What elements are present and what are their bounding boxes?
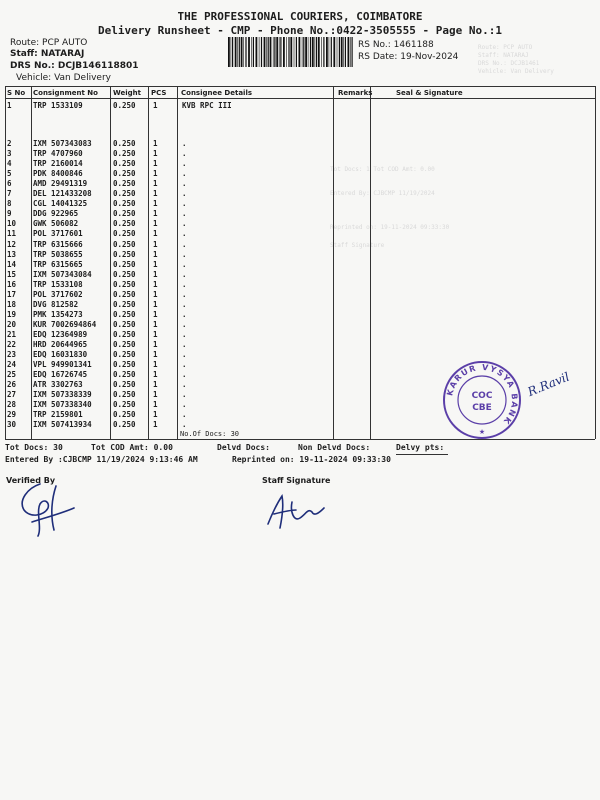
table-cell-cons: TRP 4707960 — [33, 149, 83, 159]
reprinted-on: Reprinted on: 19-11-2024 09:33:30 — [232, 455, 391, 464]
non-delvd-docs: Non Delvd Docs: — [298, 443, 371, 452]
table-cell-weight: 0.250 — [113, 340, 136, 349]
tot-cod-amt: Tot COD Amt: 0.00 — [91, 443, 173, 452]
table-cell-cons: EDQ 16031830 — [33, 350, 88, 360]
table-cell-sno: 27 — [7, 390, 17, 400]
table-cell-cons: TRP 2159801 — [33, 410, 83, 420]
table-cell-sno: 16 — [7, 279, 17, 289]
no-of-docs: No.Of Docs: 30 — [180, 430, 240, 438]
table-cell-pcs: 1 — [153, 249, 158, 259]
table-cell-weight: 0.250 — [113, 400, 136, 410]
table-cell-cons: DVG 812582 — [33, 299, 79, 309]
stamp-center-top: COC — [471, 391, 493, 401]
table-cell-cons: HRD 20644965 — [33, 340, 88, 349]
table-cell-details: . — [182, 239, 187, 249]
table-cell-weight: 0.250 — [113, 189, 136, 199]
table-cell-weight: 0.250 — [113, 309, 136, 319]
table-cell-cons: POL 3717602 — [33, 289, 83, 299]
table-cell-pcs: 1 — [153, 209, 158, 219]
table-cell-cons: IXM 507338339 — [33, 390, 92, 400]
table-cell-pcs: 1 — [153, 169, 158, 179]
company-title: THE PROFESSIONAL COURIERS, COIMBATORE — [177, 10, 423, 23]
table-cell-pcs: 1 — [153, 229, 158, 239]
delvd-docs: Delvd Docs: — [217, 443, 270, 452]
table-cell-cons: POL 3717601 — [33, 229, 83, 239]
verifier-signature — [10, 478, 90, 540]
table-cell-weight: 0.250 — [113, 350, 136, 360]
table-cell-weight: 0.250 — [113, 370, 136, 380]
table-cell-pcs: 1 — [153, 139, 158, 148]
col-header-pcs: PCS — [151, 89, 167, 97]
table-cell-details: . — [182, 319, 187, 329]
table-cell-sno: 4 — [7, 159, 12, 169]
table-cell-cons: IXM 507338340 — [33, 400, 92, 410]
table-cell-sno: 15 — [7, 269, 17, 279]
table-cell-cons: TRP 1533109 — [33, 101, 83, 110]
barcode-image — [228, 37, 353, 67]
table-cell-details: . — [182, 139, 187, 148]
table-cell-sno: 25 — [7, 370, 17, 380]
table-cell-pcs: 1 — [153, 370, 158, 380]
table-cell-cons: AMD 29491319 — [33, 179, 88, 189]
staff-signature — [262, 488, 332, 534]
table-cell-weight: 0.250 — [113, 209, 136, 219]
table-cell-details: . — [182, 329, 187, 339]
table-cell-pcs: 1 — [153, 329, 158, 339]
verified-by-label: Verified By — [6, 476, 56, 485]
table-cell-pcs: 1 — [153, 279, 158, 289]
table-cell-pcs: 1 — [153, 299, 158, 309]
table-cell-weight: 0.250 — [113, 219, 136, 229]
table-cell-details: . — [182, 350, 187, 360]
table-cell-cons: PDK 8400846 — [33, 169, 83, 179]
table-cell-sno: 18 — [7, 299, 17, 309]
table-cell-details: . — [182, 259, 187, 269]
table-cell-pcs: 1 — [153, 340, 158, 349]
table-cell-sno: 8 — [7, 199, 12, 209]
runsheet-title: Delivery Runsheet - CMP - Phone No.:0422-3505555 - Page No.:1 — [98, 24, 502, 37]
rs-number: RS No.: 1461188 — [358, 40, 434, 50]
table-cell-pcs: 1 — [153, 149, 158, 159]
table-cell-pcs: 1 — [153, 289, 158, 299]
table-cell-sno: 6 — [7, 179, 12, 189]
table-cell-details: . — [182, 249, 187, 259]
col-header-remarks: Remarks — [338, 89, 373, 97]
table-cell-pcs: 1 — [153, 350, 158, 360]
table-cell-weight: 0.250 — [113, 199, 136, 209]
table-cell-cons: DDG 922965 — [33, 209, 79, 219]
table-cell-cons: EDQ 12364989 — [33, 329, 88, 339]
table-cell-pcs: 1 — [153, 269, 158, 279]
table-cell-details: . — [182, 189, 187, 199]
table-cell-weight: 0.250 — [113, 239, 136, 249]
table-cell-details: . — [182, 410, 187, 420]
table-cell-pcs: 1 — [153, 380, 158, 390]
table-cell-pcs: 1 — [153, 219, 158, 229]
table-cell-pcs: 1 — [153, 360, 158, 370]
table-cell-details: . — [182, 169, 187, 179]
table-cell-cons: GWK 506082 — [33, 219, 79, 229]
staff-signature-label: Staff Signature — [262, 476, 331, 485]
table-cell-weight: 0.250 — [113, 299, 136, 309]
table-cell-cons: IXM 507343084 — [33, 269, 92, 279]
table-cell-pcs: 1 — [153, 410, 158, 420]
table-cell-cons: TRP 6315665 — [33, 259, 83, 269]
stamp-center-bottom: CBE — [472, 403, 492, 413]
table-cell-weight: 0.250 — [113, 289, 136, 299]
table-cell-pcs: 1 — [153, 390, 158, 400]
table-cell-details: . — [182, 279, 187, 289]
table-cell-details: . — [182, 289, 187, 299]
table-cell-pcs: 1 — [153, 319, 158, 329]
table-cell-weight: 0.250 — [113, 229, 136, 239]
table-cell-sno: 2 — [7, 139, 12, 148]
table-cell-details: . — [182, 380, 187, 390]
table-cell-weight: 0.250 — [113, 139, 136, 148]
table-cell-sno: 24 — [7, 360, 17, 370]
star-icon: ★ — [478, 428, 486, 436]
table-cell-sno: 10 — [7, 219, 17, 229]
table-cell-cons: TRP 1533108 — [33, 279, 83, 289]
route-label: Route: PCP AUTO — [10, 38, 88, 48]
table-cell-cons: ATR 3302763 — [33, 380, 83, 390]
table-cell-pcs: 1 — [153, 309, 158, 319]
col-header-consignment: Consignment No — [33, 89, 98, 97]
table-cell-weight: 0.250 — [113, 259, 136, 269]
table-cell-cons: TRP 2160014 — [33, 159, 83, 169]
table-cell-details: KVB RPC III — [182, 101, 232, 110]
table-cell-pcs: 1 — [153, 199, 158, 209]
vehicle-label: Vehicle: Van Delivery — [16, 73, 111, 83]
table-cell-details: . — [182, 309, 187, 319]
table-cell-details: . — [182, 269, 187, 279]
drs-number: DRS No.: DCJB146118801 — [10, 61, 139, 71]
table-cell-pcs: 1 — [153, 179, 158, 189]
table-cell-details: . — [182, 420, 187, 430]
table-cell-weight: 0.250 — [113, 101, 136, 110]
table-cell-details: . — [182, 219, 187, 229]
table-cell-details: . — [182, 370, 187, 380]
table-cell-weight: 0.250 — [113, 329, 136, 339]
table-cell-weight: 0.250 — [113, 149, 136, 159]
table-cell-weight: 0.250 — [113, 319, 136, 329]
table-cell-weight: 0.250 — [113, 279, 136, 289]
table-cell-details: . — [182, 229, 187, 239]
table-cell-details: . — [182, 199, 187, 209]
table-cell-weight: 0.250 — [113, 169, 136, 179]
table-cell-details: . — [182, 360, 187, 370]
col-header-consignee: Consignee Details — [181, 89, 253, 97]
table-cell-cons: VPL 949901341 — [33, 360, 92, 370]
table-cell-sno: 17 — [7, 289, 17, 299]
table-cell-cons: DEL 121433208 — [33, 189, 92, 199]
table-cell-weight: 0.250 — [113, 380, 136, 390]
table-cell-cons: EDQ 16726745 — [33, 370, 88, 380]
table-cell-pcs: 1 — [153, 159, 158, 169]
table-cell-cons: PMK 1354273 — [33, 309, 83, 319]
bank-stamp — [440, 358, 600, 442]
rs-date: RS Date: 19-Nov-2024 — [358, 52, 459, 62]
table-cell-pcs: 1 — [153, 101, 158, 110]
stamp-ring-text: KARUR VYSYA BANK — [445, 362, 520, 427]
col-header-weight: Weight — [113, 89, 141, 97]
staff-label: Staff: NATARAJ — [10, 49, 85, 59]
table-cell-sno: 22 — [7, 340, 17, 349]
table-cell-pcs: 1 — [153, 259, 158, 269]
table-cell-weight: 0.250 — [113, 390, 136, 400]
table-cell-weight: 0.250 — [113, 360, 136, 370]
table-cell-sno: 5 — [7, 169, 12, 179]
table-cell-cons: KUR 7002694864 — [33, 319, 97, 329]
table-cell-sno: 9 — [7, 209, 12, 219]
table-cell-pcs: 1 — [153, 420, 158, 430]
table-cell-details: . — [182, 340, 187, 349]
col-header-seal: Seal & Signature — [396, 89, 463, 97]
table-cell-sno: 26 — [7, 380, 17, 390]
table-cell-weight: 0.250 — [113, 269, 136, 279]
table-cell-weight: 0.250 — [113, 410, 136, 420]
table-cell-sno: 7 — [7, 189, 12, 199]
table-cell-cons: IXM 507343083 — [33, 139, 92, 148]
table-cell-sno: 20 — [7, 319, 17, 329]
table-cell-sno: 13 — [7, 249, 17, 259]
stamp-handwriting: R.Ravil — [525, 369, 572, 399]
table-cell-details: . — [182, 400, 187, 410]
table-cell-sno: 23 — [7, 350, 17, 360]
table-cell-sno: 12 — [7, 239, 17, 249]
table-cell-sno: 29 — [7, 410, 17, 420]
table-cell-sno: 3 — [7, 149, 12, 159]
delvy-pts: Delvy pts: — [396, 443, 445, 452]
table-cell-details: . — [182, 299, 187, 309]
table-cell-details: . — [182, 390, 187, 400]
table-cell-details: . — [182, 159, 187, 169]
table-cell-sno: 30 — [7, 420, 17, 430]
table-cell-sno: 14 — [7, 259, 17, 269]
table-cell-weight: 0.250 — [113, 249, 136, 259]
table-cell-sno: 1 — [7, 101, 12, 110]
tot-docs: Tot Docs: 30 — [5, 443, 63, 452]
table-cell-weight: 0.250 — [113, 159, 136, 169]
table-cell-weight: 0.250 — [113, 179, 136, 189]
table-cell-cons: TRP 5038655 — [33, 249, 83, 259]
table-cell-weight: 0.250 — [113, 420, 136, 430]
col-header-sno: S No — [7, 89, 26, 97]
table-cell-sno: 28 — [7, 400, 17, 410]
table-cell-cons: TRP 6315666 — [33, 239, 83, 249]
table-cell-cons: CGL 14041325 — [33, 199, 88, 209]
table-cell-pcs: 1 — [153, 239, 158, 249]
table-cell-details: . — [182, 149, 187, 159]
table-cell-pcs: 1 — [153, 189, 158, 199]
table-cell-sno: 11 — [7, 229, 17, 239]
entered-by: Entered By :CJBCMP 11/19/2024 9:13:46 AM — [5, 455, 198, 464]
table-cell-pcs: 1 — [153, 400, 158, 410]
table-cell-details: . — [182, 179, 187, 189]
table-cell-details: . — [182, 209, 187, 219]
table-cell-sno: 19 — [7, 309, 17, 319]
table-cell-cons: IXM 507413934 — [33, 420, 92, 430]
table-cell-sno: 21 — [7, 329, 17, 339]
